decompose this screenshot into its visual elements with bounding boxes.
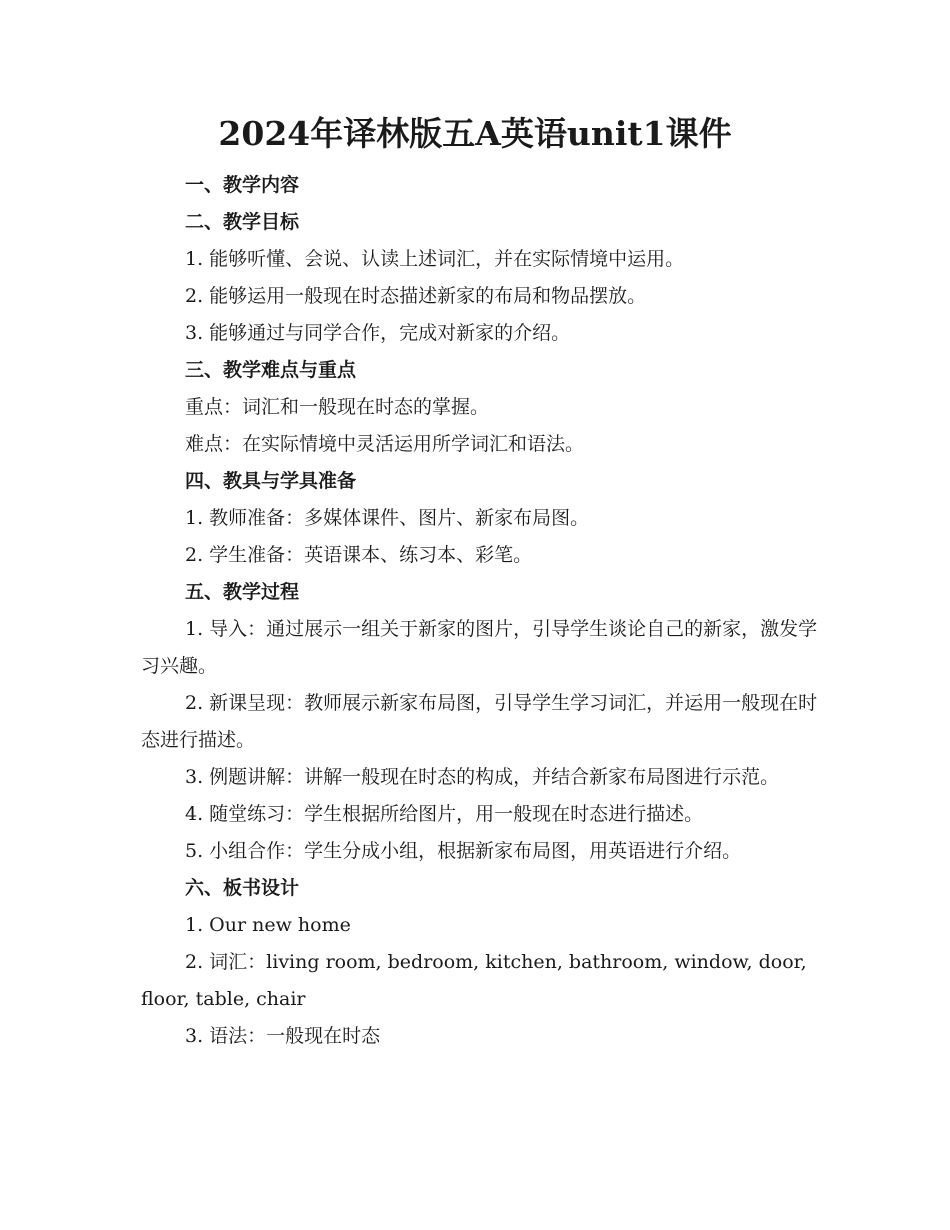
- paragraph: 难点：在实际情境中灵活运用所学词汇和语法。: [185, 433, 585, 455]
- section-heading: 六、板书设计: [185, 877, 300, 899]
- section-heading: 五、教学过程: [185, 581, 300, 603]
- section-heading: 四、教具与学具准备: [185, 470, 357, 492]
- section-heading: 二、教学目标: [185, 211, 300, 233]
- section-heading: 一、教学内容: [185, 174, 300, 196]
- paragraph: 1. 教师准备：多媒体课件、图片、新家布局图。: [185, 507, 590, 529]
- section-heading: 三、教学难点与重点: [185, 359, 357, 381]
- paragraph: 3. 例题讲解：讲解一般现在时态的构成，并结合新家布局图进行示范。: [185, 766, 780, 788]
- paragraph: 1. 能够听懂、会说、认读上述词汇，并在实际情境中运用。: [185, 248, 685, 270]
- paragraph: 1. Our new home: [185, 914, 351, 936]
- paragraph: 1. 导入：通过展示一组关于新家的图片，引导学生谈论自己的新家，激发学习兴趣。: [141, 618, 818, 677]
- paragraph: 3. 语法：一般现在时态: [185, 1025, 381, 1047]
- paragraph: 2. 新课呈现：教师展示新家布局图，引导学生学习词汇，并运用一般现在时态进行描述。: [141, 692, 818, 751]
- paragraph: 5. 小组合作：学生分成小组，根据新家布局图，用英语进行介绍。: [185, 840, 742, 862]
- paragraph: 2. 学生准备：英语课本、练习本、彩笔。: [185, 544, 533, 566]
- paragraph: 2. 能够运用一般现在时态描述新家的布局和物品摆放。: [185, 285, 647, 307]
- paragraph: 4. 随堂练习：学生根据所给图片，用一般现在时态进行描述。: [185, 803, 704, 825]
- document-body: [141, 167, 821, 1055]
- paragraph: 3. 能够通过与同学合作，完成对新家的介绍。: [185, 322, 571, 344]
- document-title: 2024年译林版五A英语unit1课件: [218, 114, 732, 153]
- paragraph: 重点：词汇和一般现在时态的掌握。: [185, 396, 490, 418]
- paragraph: 2. 词汇：living room, bedroom, kitchen, bathroom, window, door, floor, table, chair: [141, 951, 807, 1010]
